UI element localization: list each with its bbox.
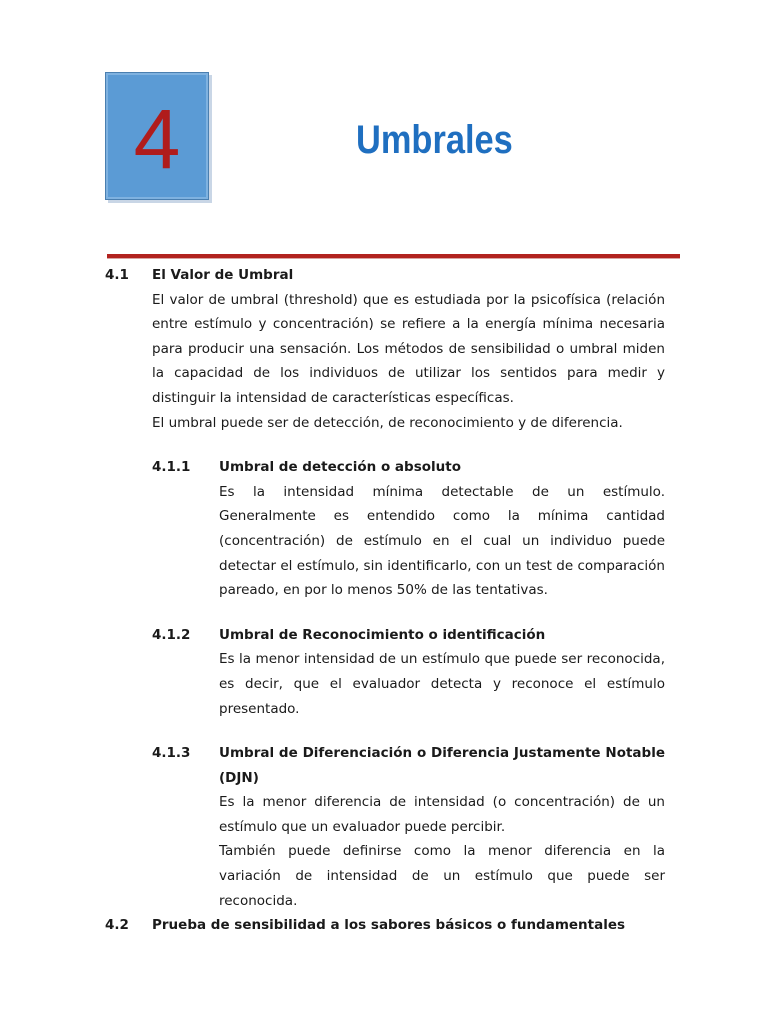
- subsection-paragraph: También puede definirse como la menor diferencia en la variación de intensidad de un estímulo que puede ser reconocida.: [219, 843, 665, 909]
- section-title: El Valor de Umbral: [152, 267, 294, 283]
- subsection-number: 4.1.1: [152, 459, 191, 476]
- subsection-heading: [152, 455, 665, 480]
- subsection-paragraph: Es la menor intensidad de un estímulo que puede ser reconocida, es decir, que el evaluador detecta y reconoce el estímulo presentado.: [219, 651, 665, 717]
- section-heading: [105, 263, 665, 288]
- section-paragraph: El valor de umbral (threshold) que es estudiada por la psicofísica (relación entre estímulo y concentración) se refiere a la energía mínima necesaria para producir una sensación. Los métodos de sensibilidad o umbral miden la capacidad de los individuos de utilizar los sentidos para medir y distinguir la intensidad de características específicas.: [152, 291, 665, 406]
- chapter-number: 4: [133, 92, 181, 186]
- chapter-title: Umbrales: [356, 118, 513, 162]
- section-heading: [105, 913, 665, 938]
- subsection-heading: [152, 623, 665, 648]
- title-divider: [107, 254, 680, 258]
- section-number: 4.2: [105, 917, 129, 934]
- subsection-number: 4.1.3: [152, 745, 191, 762]
- subsection: [105, 741, 665, 913]
- subsection-number: 4.1.2: [152, 626, 191, 643]
- subsection-title: Umbral de detección o absoluto: [219, 459, 461, 476]
- subsection-title: Umbral de Diferenciación o Diferencia Justamente Notable (DJN): [219, 745, 665, 786]
- section-number: 4.1: [105, 267, 129, 283]
- section-paragraph: El umbral puede ser de detección, de reconocimiento y de diferencia.: [152, 414, 623, 431]
- subsection-paragraph: Es la menor diferencia de intensidad (o concentración) de un estímulo que un evaluador puede percibir.: [219, 794, 665, 835]
- subsection: [105, 455, 665, 603]
- subsection-heading: [152, 741, 665, 790]
- subsection-title: Umbral de Reconocimiento o identificación: [219, 626, 546, 643]
- section-title: Prueba de sensibilidad a los sabores básicos o fundamentales: [152, 917, 626, 934]
- document-body: [105, 263, 665, 938]
- chapter-number-box: [105, 72, 209, 200]
- subsection-paragraph: Es la intensidad mínima detectable de un estímulo. Generalmente es entendido como la mínima cantidad (concentración) de estímulo en el cual un individuo puede detectar el estímulo, sin identificarlo, con un test de comparación pareado, en por lo menos 50% de las tentativas.: [219, 483, 665, 599]
- subsection: [105, 623, 665, 721]
